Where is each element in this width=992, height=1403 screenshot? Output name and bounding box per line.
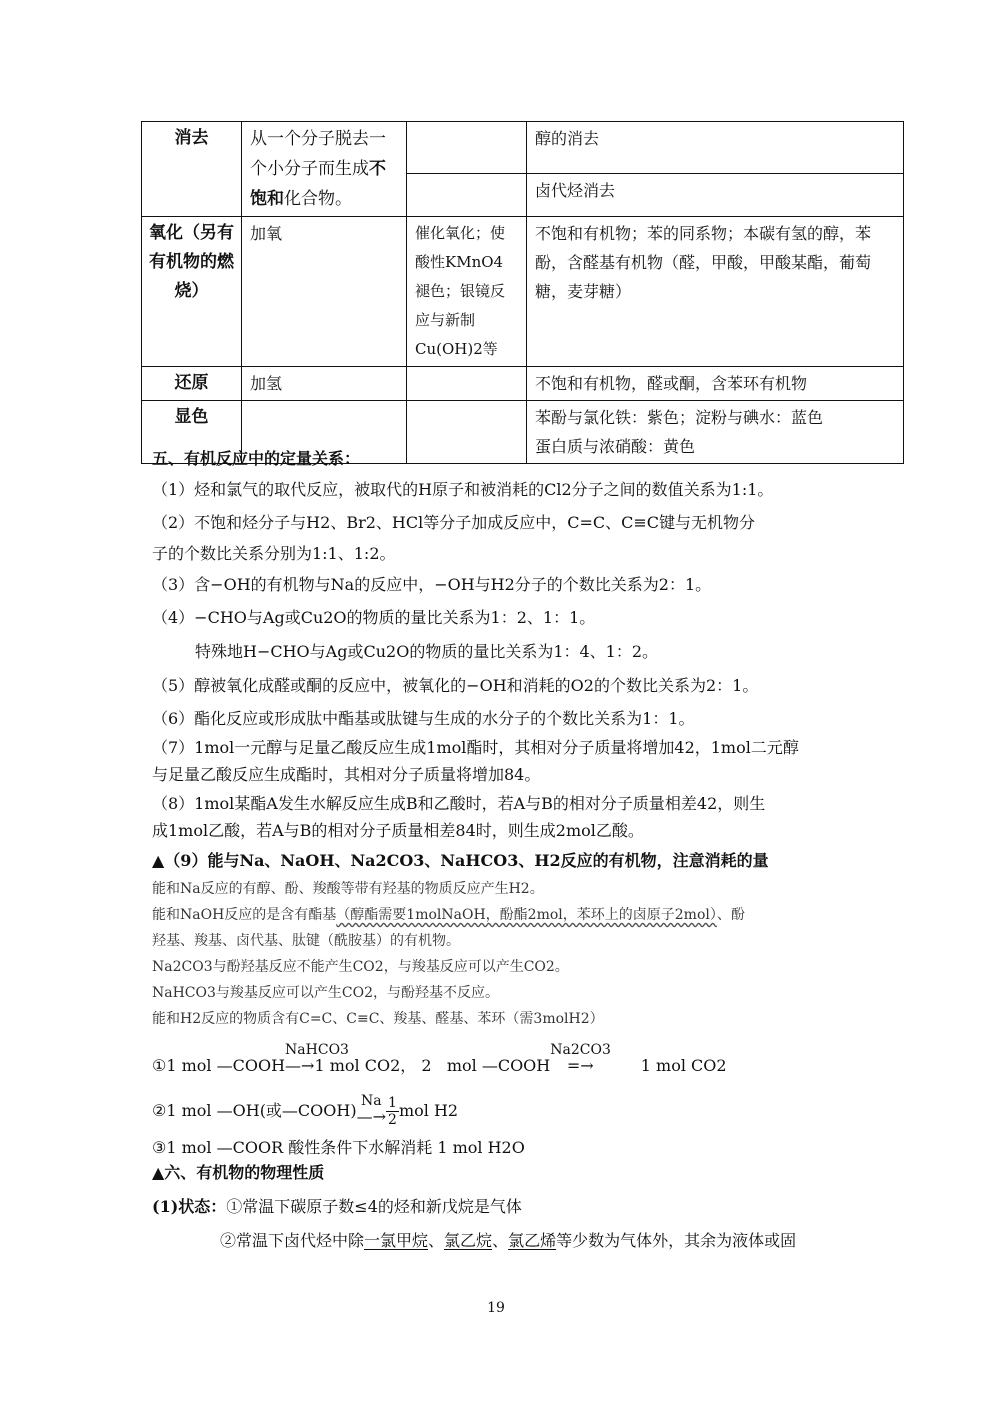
row-substance: 不饱和有机物，醛或酮，含苯环有机物 bbox=[527, 367, 904, 401]
section5-title: 五、有机反应中的定量关系： bbox=[152, 449, 361, 468]
reaction-table bbox=[141, 121, 904, 464]
quant-line-7a: （7）1mol一元醇与足量乙酸反应生成1mol酯时，其相对分子质量将增加42，1mol二元醇 bbox=[152, 738, 799, 757]
section6-title: ▲六、有机物的物理性质 bbox=[152, 1163, 325, 1182]
note-na: 能和Na反应的有醇、酚、羧酸等带有羟基的物质反应产生H2。 bbox=[152, 881, 544, 897]
row-name: 显色 bbox=[142, 401, 242, 464]
quant-line-9: ▲（9）能与Na、NaOH、Na2CO3、NaHCO3、H2反应的有机物，注意消耗的量 bbox=[152, 851, 769, 870]
note-h2: 能和H2反应的物质含有C=C、C≡C、羧基、醛基、苯环（需3molH2） bbox=[152, 1011, 604, 1027]
note-naoh: 能和NaOH反应的是含有酯基（醇酯需要1molNaOH，酚酯2mol，苯环上的卤原子2mol）、酚 bbox=[152, 907, 745, 923]
row-name: 还原 bbox=[142, 367, 242, 401]
row-condition bbox=[407, 173, 527, 216]
row-definition: 从一个分子脱去一个小分子而生成不饱和化合物。 bbox=[242, 122, 407, 217]
row-definition: 加氧 bbox=[242, 217, 407, 367]
table-row bbox=[142, 122, 904, 174]
equation-3: ③1 mol —COOR 酸性条件下水解消耗 1 mol H2O bbox=[152, 1138, 525, 1157]
quant-line-3: （3）含−OH的有机物与Na的反应中，−OH与H2分子的个数比关系为2：1。 bbox=[152, 575, 712, 594]
row-substance: 卤代烃消去 bbox=[527, 173, 904, 216]
row-definition: 加氢 bbox=[242, 367, 407, 401]
row-condition: 催化氧化；使酸性KMnO4褪色；银镜反应与新制Cu(OH)2等 bbox=[407, 217, 527, 367]
row-substance: 苯酚与氯化铁：紫色；淀粉与碘水：蓝色 蛋白质与浓硝酸：黄色 bbox=[527, 401, 904, 464]
quant-line-4b: 特殊地H−CHO与Ag或Cu2O的物质的量比关系为1：4、1：2。 bbox=[195, 642, 659, 661]
row-condition bbox=[407, 367, 527, 401]
quant-line-7b: 与足量乙酸反应生成酯时，其相对分子质量将增加84。 bbox=[152, 765, 541, 784]
table-row bbox=[142, 217, 904, 367]
quant-line-2b: 子的个数比关系分别为1:1、1:2。 bbox=[152, 544, 396, 563]
fraction: $\frac{1}{2}$ bbox=[388, 1095, 397, 1128]
note-na2co3: Na2CO3与酚羟基反应不能产生CO2，与羧基反应可以产生CO2。 bbox=[152, 959, 569, 975]
row-condition bbox=[407, 122, 527, 174]
row-condition bbox=[407, 401, 527, 464]
page-number: 19 bbox=[487, 1300, 505, 1316]
arrow-right-icon: NaHCO3 —→ bbox=[285, 1042, 349, 1075]
row-name: 消去 bbox=[142, 122, 242, 217]
row-substance: 醇的消去 bbox=[527, 122, 904, 174]
quant-line-1: （1）烃和氯气的取代反应，被取代的H原子和被消耗的Cl2分子之间的数值关系为1:1。 bbox=[152, 480, 774, 499]
row-substance: 不饱和有机物；苯的同系物；本碳有氢的醇，苯酚，含醛基有机物（醛，甲酸，甲酸某酯，葡萄糖，麦芽糖） bbox=[527, 217, 904, 367]
quant-line-8a: （8）1mol某酯A发生水解反应生成B和乙酸时，若A与B的相对分子质量相差42，则生 bbox=[152, 794, 766, 813]
quant-line-8b: 成1mol乙酸，若A与B的相对分子质量相差84时，则生成2mol乙酸。 bbox=[152, 821, 644, 840]
equation-1: ①1 mol —COOH NaHCO3 —→1 mol CO2， 2 mol —COOH Na2CO3 =→ 1 mol CO2 bbox=[152, 1042, 727, 1075]
state-line-1: (1)状态：①常温下碳原子数≤4的烃和新戊烷是气体 bbox=[152, 1197, 522, 1216]
arrow-right-icon: Na2CO3 =→ bbox=[550, 1042, 611, 1075]
note-naoh-cont: 羟基、羧基、卤代基、肽键（酰胺基）的有机物。 bbox=[152, 933, 460, 949]
equation-2: ②1 mol —OH(或—COOH) Na —→ $\frac{1}{2}$ mol H2 bbox=[152, 1093, 459, 1128]
quant-line-5: （5）醇被氧化成醛或酮的反应中，被氧化的−OH和消耗的O2的个数比关系为2：1。 bbox=[152, 676, 759, 695]
arrow-right-icon: Na —→ bbox=[356, 1093, 387, 1126]
quant-line-6: （6）酯化反应或形成肽中酯基或肽键与生成的水分子的个数比关系为1：1。 bbox=[152, 709, 695, 728]
row-name: 氧化（另有有机物的燃烧） bbox=[142, 217, 242, 367]
quant-line-4a: （4）−CHO与Ag或Cu2O的物质的量比关系为1：2、1：1。 bbox=[152, 608, 596, 627]
quant-line-2a: （2）不饱和烃分子与H2、Br2、HCl等分子加成反应中，C=C、C≡C键与无机物分 bbox=[152, 513, 755, 532]
table-row bbox=[142, 367, 904, 401]
state-line-2: ②常温下卤代烃中除一氯甲烷、氯乙烷、氯乙烯等少数为气体外，其余为液体或固 bbox=[220, 1231, 797, 1250]
note-nahco3: NaHCO3与羧基反应可以产生CO2，与酚羟基不反应。 bbox=[152, 985, 499, 1001]
